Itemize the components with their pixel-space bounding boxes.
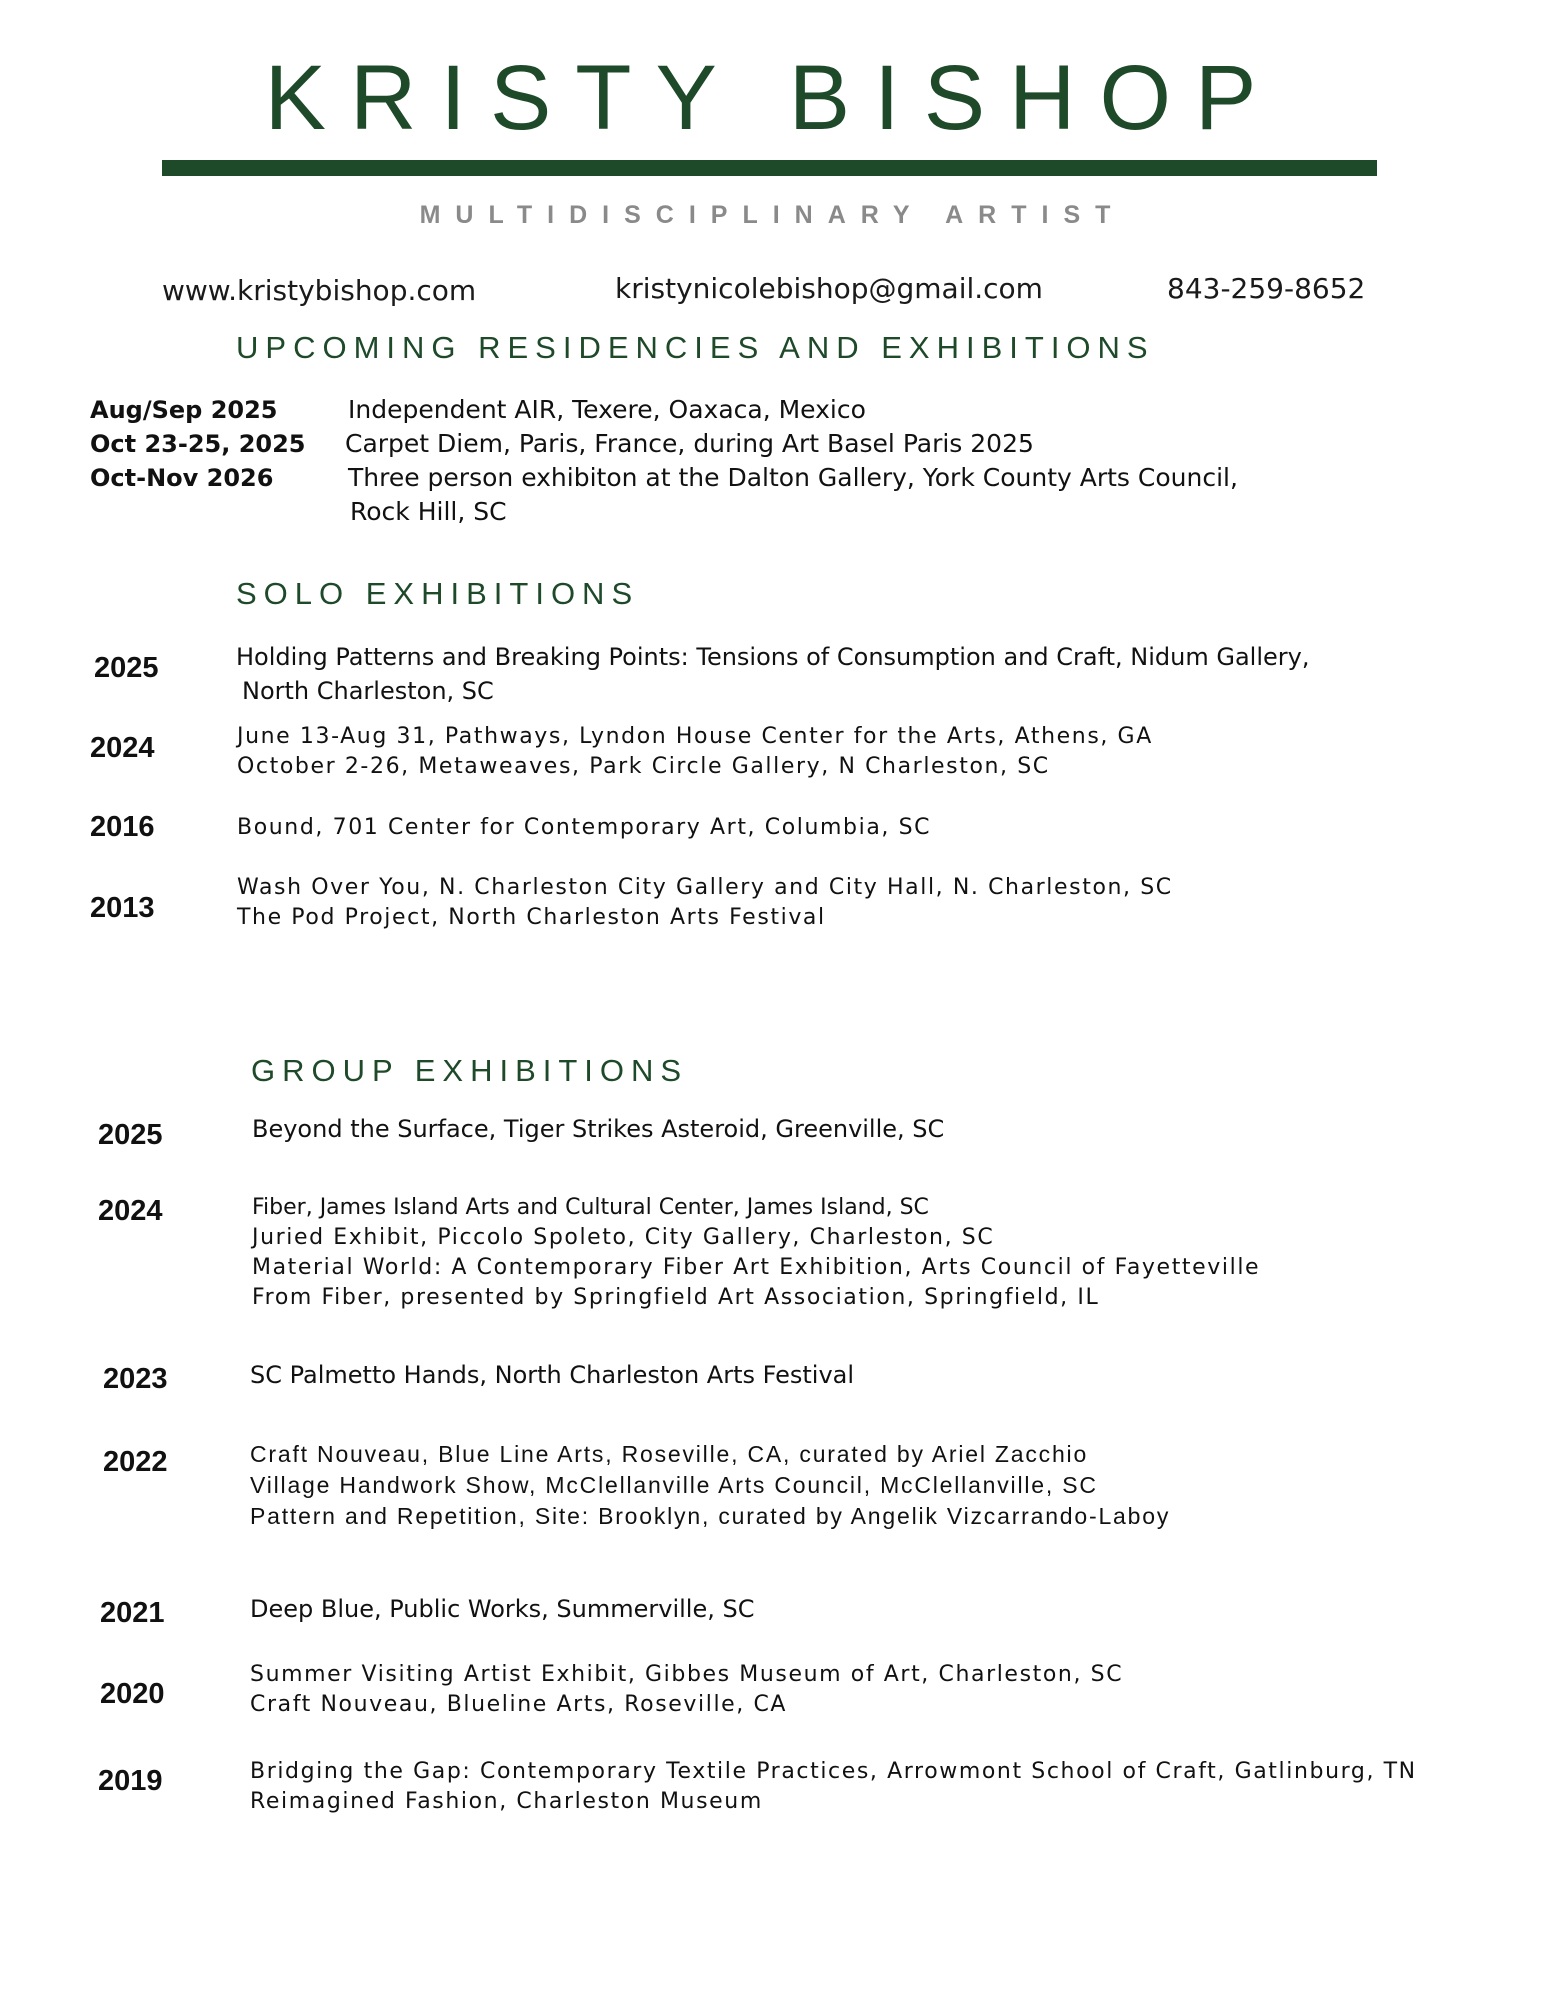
entry-line: North Charleston, SC <box>242 677 494 705</box>
entry-line: SC Palmetto Hands, North Charleston Arts Festival <box>250 1361 855 1389</box>
upcoming-entry-continued: Rock Hill, SC <box>350 497 507 526</box>
entry-line: Wash Over You, N. Charleston City Gallery and City Hall, N. Charleston, SC <box>237 875 1173 900</box>
entry-line: The Pod Project, North Charleston Arts Festival <box>237 905 826 930</box>
group-year: 2020 <box>100 1678 165 1710</box>
entry-line: Craft Nouveau, Blue Line Arts, Roseville, CA, curated by Ariel Zacchio <box>250 1441 1089 1467</box>
solo-entry <box>236 640 1309 708</box>
solo-section-title: SOLO EXHIBITIONS <box>236 576 640 611</box>
group-year: 2025 <box>98 1119 163 1151</box>
solo-entry <box>237 873 1173 933</box>
entry-line: Summer Visiting Artist Exhibit, Gibbes Museum of Art, Charleston, SC <box>250 1662 1124 1687</box>
artist-name: KRISTY BISHOP <box>264 47 1281 149</box>
solo-year: 2013 <box>90 892 155 924</box>
entry-line: Deep Blue, Public Works, Summerville, SC <box>250 1595 755 1623</box>
group-entry <box>250 1439 1170 1532</box>
group-entry <box>250 1358 854 1392</box>
group-year: 2024 <box>98 1195 163 1227</box>
artist-subtitle: MULTIDISCIPLINARY ARTIST <box>419 201 1126 229</box>
entry-line: June 13-Aug 31, Pathways, Lyndon House Center for the Arts, Athens, GA <box>237 724 1153 749</box>
group-entry <box>252 1193 1260 1313</box>
header-divider <box>162 160 1377 176</box>
entry-line: October 2-26, Metaweaves, Park Circle Gallery, N Charleston, SC <box>237 754 1050 779</box>
upcoming-date: Oct-Nov 2026 <box>90 464 274 492</box>
entry-line: Bound, 701 Center for Contemporary Art, Columbia, SC <box>237 815 932 840</box>
group-year: 2022 <box>103 1446 168 1478</box>
upcoming-date: Aug/Sep 2025 <box>90 396 278 424</box>
group-entry <box>250 1660 1123 1720</box>
group-entry <box>250 1757 1417 1817</box>
entry-line: Reimagined Fashion, Charleston Museum <box>250 1789 763 1814</box>
entry-line: Holding Patterns and Breaking Points: Tensions of Consumption and Craft, Nidum Gallery, <box>236 643 1310 671</box>
entry-line: Fiber, James Island Arts and Cultural Center, James Island, SC <box>252 1195 929 1220</box>
website-link[interactable]: www.kristybishop.com <box>162 274 477 307</box>
solo-year: 2016 <box>90 811 155 843</box>
group-entry <box>250 1592 755 1626</box>
entry-line: Juried Exhibit, Piccolo Spoleto, City Gallery, Charleston, SC <box>252 1225 995 1250</box>
group-section-title: GROUP EXHIBITIONS <box>251 1053 689 1088</box>
upcoming-section-title: UPCOMING RESIDENCIES AND EXHIBITIONS <box>236 330 1155 365</box>
entry-line: Craft Nouveau, Blueline Arts, Roseville, CA <box>250 1692 788 1717</box>
group-year: 2019 <box>98 1765 163 1797</box>
entry-line: From Fiber, presented by Springfield Art Association, Springfield, IL <box>252 1285 1100 1310</box>
upcoming-entry: Three person exhibiton at the Dalton Gallery, York County Arts Council, <box>348 463 1238 492</box>
entry-line: Pattern and Repetition, Site: Brooklyn, curated by Angelik Vizcarrando-Laboy <box>250 1503 1171 1529</box>
entry-line: Material World: A Contemporary Fiber Art Exhibition, Arts Council of Fayetteville <box>252 1255 1261 1280</box>
group-year: 2023 <box>103 1363 168 1395</box>
solo-entry <box>237 722 1153 782</box>
upcoming-date: Oct 23-25, 2025 <box>90 430 306 458</box>
solo-year: 2025 <box>94 652 159 684</box>
email-link[interactable]: kristynicolebishop@gmail.com <box>615 272 1043 305</box>
entry-line: Village Handwork Show, McClellanville Arts Council, McClellanville, SC <box>250 1472 1098 1498</box>
solo-entry <box>237 813 931 843</box>
entry-line: Beyond the Surface, Tiger Strikes Asteroid, Greenville, SC <box>252 1115 945 1143</box>
entry-line: Bridging the Gap: Contemporary Textile Practices, Arrowmont School of Craft, Gatlinburg, TN <box>250 1759 1417 1784</box>
solo-year: 2024 <box>90 732 155 764</box>
upcoming-entry: Carpet Diem, Paris, France, during Art Basel Paris 2025 <box>345 429 1034 458</box>
phone-number: 843-259-8652 <box>1167 272 1366 305</box>
group-year: 2021 <box>100 1597 165 1629</box>
group-entry <box>252 1112 944 1146</box>
upcoming-entry: Independent AIR, Texere, Oaxaca, Mexico <box>348 395 866 424</box>
